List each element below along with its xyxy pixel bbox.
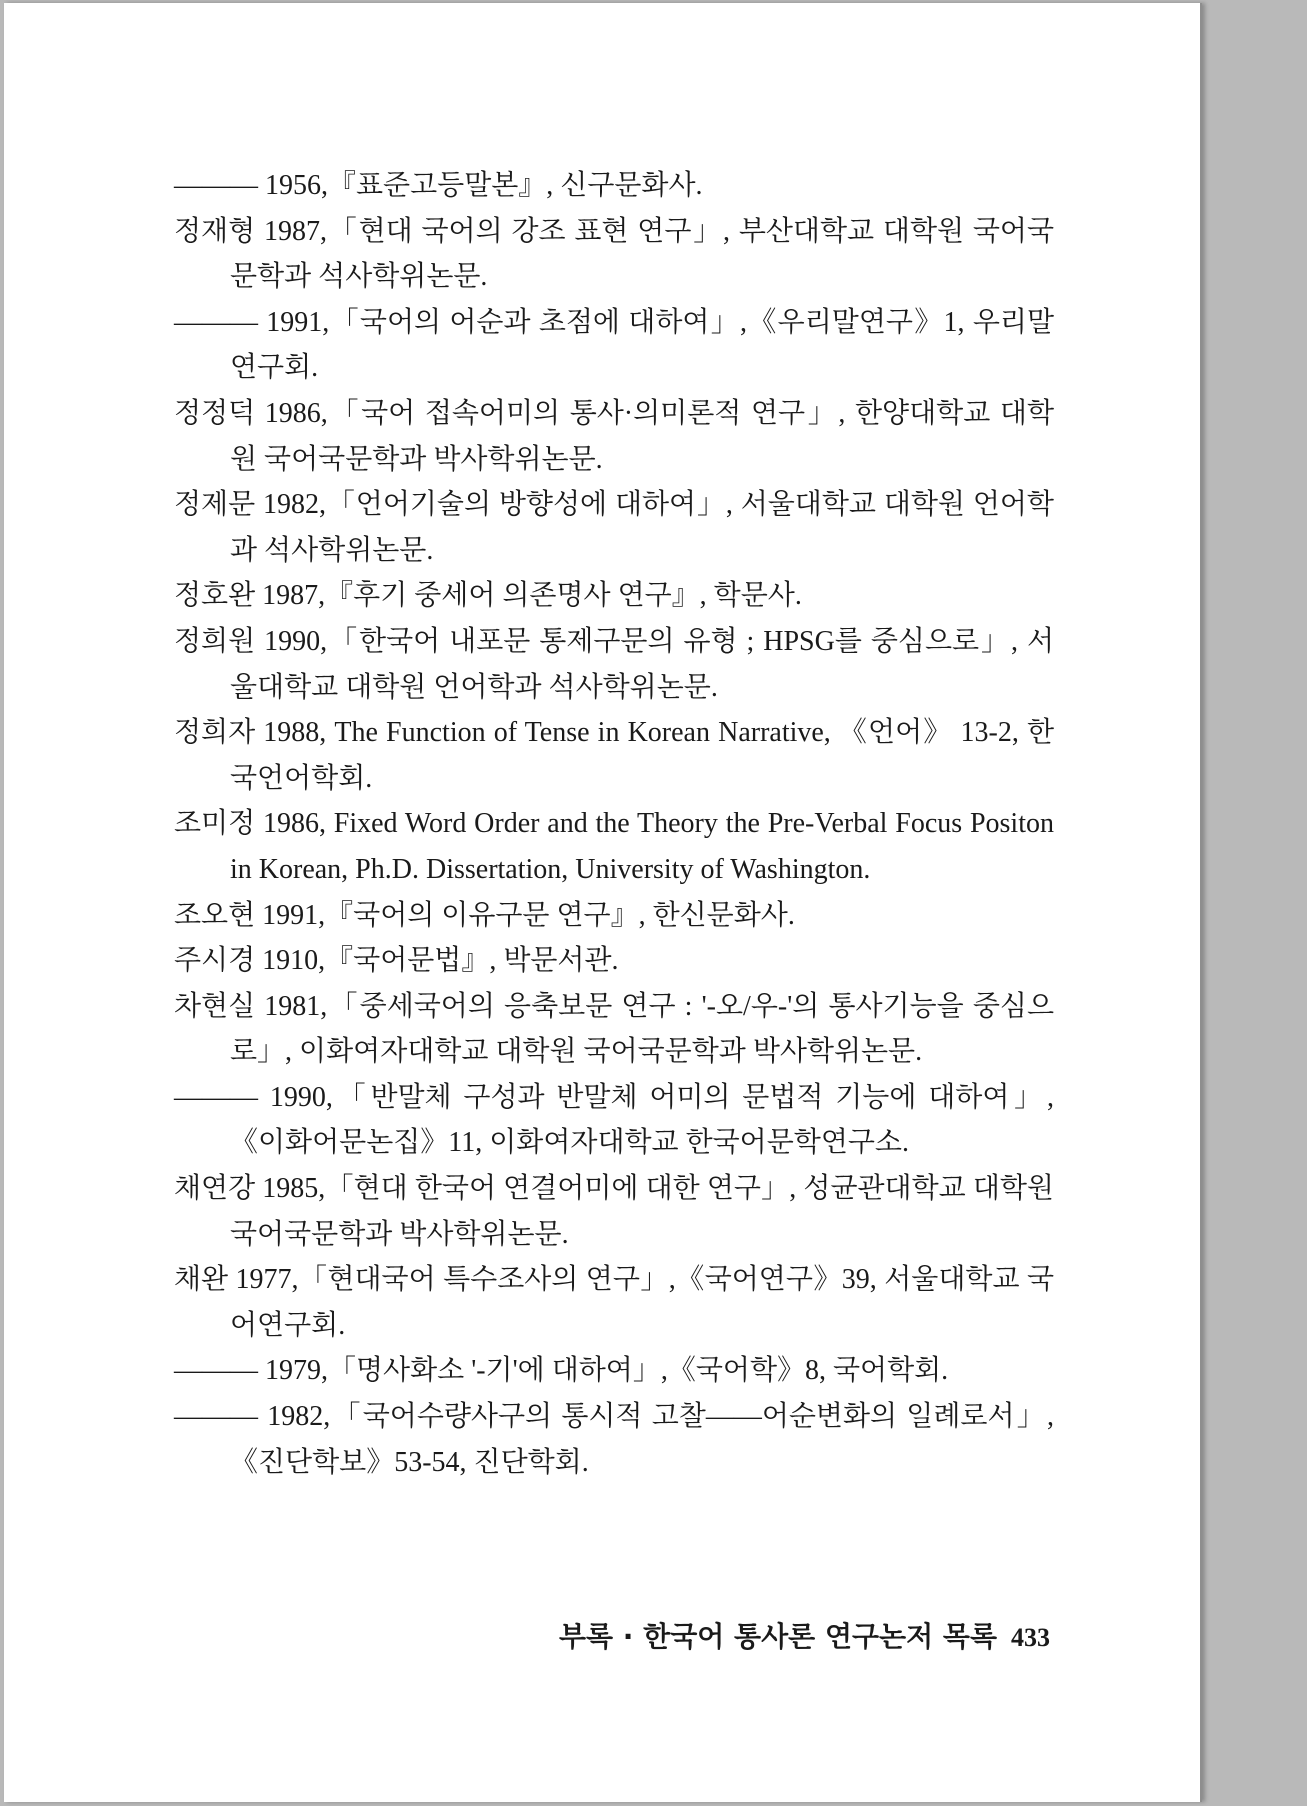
bibliography-entry: 정희자 1988, The Function of Tense in Korean Narrative, 《언어》 13-2, 한국언어학회.: [174, 717, 1054, 794]
bibliography-entry: ——— 1956,『표준고등말본』, 신구문화사.: [174, 170, 703, 201]
page-footer: [559, 1615, 1050, 1655]
bibliography-entry: 채연강 1985,「현대 한국어 연결어미에 대한 연구」, 성균관대학교 대학원 국어국문학과 박사학위논문.: [174, 1173, 1054, 1250]
bibliography-entry: 정호완 1987,『후기 중세어 의존명사 연구』, 학문사.: [174, 580, 802, 612]
bibliography-entry: ——— 1979,「명사화소 '-기'에 대하여」,《국어학》8, 국어학회.: [174, 1355, 949, 1387]
bibliography-entry: 정희원 1990,「한국어 내포문 통제구문의 유형 ; HPSG를 중심으로」, 서울대학교 대학원 언어학과 석사학위논문.: [174, 625, 1054, 703]
bibliography-entry: 정제문 1982,「언어기술의 방향성에 대하여」, 서울대학교 대학원 언어학과 석사학위논문.: [174, 489, 1054, 566]
bibliography-entry: ——— 1990,「반말체 구성과 반말체 어미의 문법적 기능에 대하여」,《이화어문논집》11, 이화여자대학교 한국어문학연구소.: [174, 1081, 1054, 1159]
bibliography-entry: 채완 1977,「현대국어 특수조사의 연구」,《국어연구》39, 서울대학교 국어연구회.: [174, 1264, 1054, 1341]
bibliography-entry: ——— 1991,「국어의 어순과 초점에 대하여」,《우리말연구》1, 우리말연구회.: [174, 306, 1054, 384]
bibliography-entry: 차현실 1981,「중세국어의 응축보문 연구 : '-오/우-'의 통사기능을 중심으로」, 이화여자대학교 대학원 국어국문학과 박사학위논문.: [174, 990, 1054, 1068]
bibliography-entry: 정정덕 1986,「국어 접속어미의 통사·의미론적 연구」, 한양대학교 대학원 국어국문학과 박사학위논문.: [174, 397, 1054, 475]
bibliography-list: [174, 163, 1054, 1485]
document-page: [4, 3, 1202, 1802]
bibliography-entry: 조미정 1986, Fixed Word Order and the Theory the Pre-Verbal Focus Positon in Korean, Ph.D. Dissertation, University of Washington.: [174, 808, 1054, 885]
bibliography-entry: 조오현 1991,『국어의 이유구문 연구』, 한신문화사.: [174, 899, 795, 931]
bibliography-entry: ——— 1982,「국어수량사구의 통시적 고찰——어순변화의 일례로서」,《진단학보》53-54, 진단학회.: [174, 1401, 1054, 1478]
bibliography-entry: 정재형 1987,「현대 국어의 강조 표현 연구」, 부산대학교 대학원 국어국문학과 석사학위논문.: [174, 215, 1054, 293]
bibliography-entry: 주시경 1910,『국어문법』, 박문서관.: [174, 945, 619, 977]
running-title: 부록 · 한국어 통사론 연구논저 목록: [558, 1620, 997, 1653]
page-number: 433: [1011, 1623, 1050, 1652]
